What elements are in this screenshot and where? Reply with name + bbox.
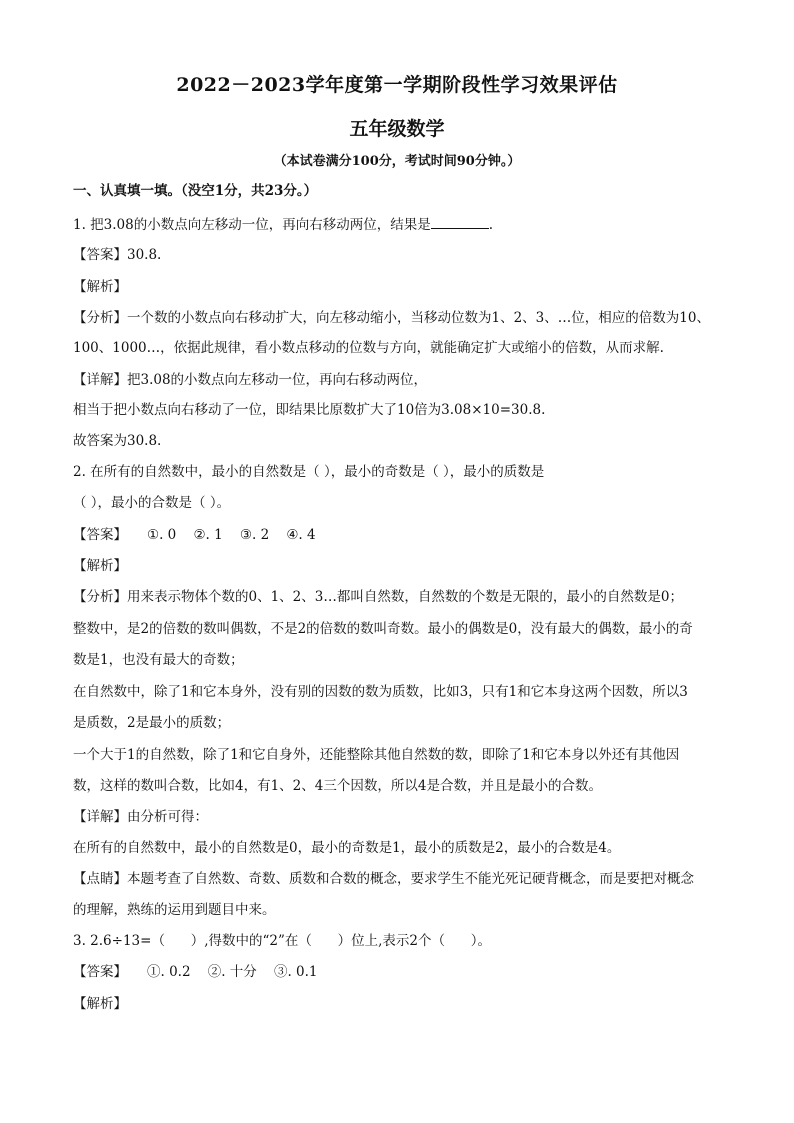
fenxi-text: 一个数的小数点向右移动扩大，向左移动缩小，当移动位数为1、2、3、…位，相应的倍数为10、 [127,310,710,326]
section-heading: 一、认真填一填。（没空1分，共23分。） [73,183,318,199]
fenxi-text: 数，这样的数叫合数，比如4，有1、2、4三个因数，所以4是合数，并且是最小的合数。 [73,778,602,794]
fenxi-text: 数是1，也没有最大的奇数； [73,652,244,668]
fenxi-tag: 【分析】 [73,310,127,326]
question-2-line-1: 2. 在所有的自然数中，最小的自然数是（ ），最小的奇数是（ ），最小的质数是 [73,464,545,480]
fenxi-text: 是质数，2是最小的质数； [73,715,231,731]
xiangjie-text: 在所有的自然数中，最小的自然数是0，最小的奇数是1，最小的质数是2，最小的合数是4。 [73,840,621,856]
exam-title: 2022－2023学年度第一学期阶段性学习效果评估 [176,74,618,96]
xiangjie-paragraph [73,371,427,389]
fenxi-text: 100、1000…，依据此规律，看小数点移动的位数与方向，就能确定扩大或缩小的倍数，从而求解. [73,340,664,356]
question-3: 3. 2.6÷13=（ ）,得数中的“2”在（ ）位上,表示2个（ ）。 [73,933,491,949]
answer-tag: 【答案】 [73,247,127,263]
analysis-tag: 【解析】 [73,558,127,574]
xiangjie-tag: 【详解】 [73,372,127,388]
fenxi-paragraph [73,588,683,606]
exam-note: （本试卷满分100分，考试时间90分钟。） [273,154,521,169]
fenxi-text: 整数中，是2的倍数的数叫偶数，不是2的倍数的数叫奇数。最小的偶数是0，没有最大的偶数，最小的奇 [73,621,693,637]
fenxi-tag: 【分析】 [73,589,127,605]
xiangjie-text: 相当于把小数点向右移动了一位，即结果比原数扩大了10倍为3.08×10=30.8. [73,402,546,418]
xiangjie-tag: 【详解】 [73,809,127,825]
question-1-end: . [488,217,494,233]
fenxi-text: 在自然数中，除了1和它本身外，没有别的因数的数为质数，比如3，只有1和它本身这两个因数，所以3 [73,684,688,700]
question-1-text: 1. 把3.08的小数点向左移动一位，再向右移动两位，结果是 [73,217,431,233]
dianjing-text: 本题考查了自然数、奇数、质数和合数的概念，要求学生不能光死记硬背概念，而是要把对概念 [127,871,694,887]
answer-row-2 [73,526,316,544]
answer-blank [431,216,489,229]
xiangjie-text: 把3.08的小数点向左移动一位，再向右移动两位， [127,372,428,388]
dianjing-tag: 【点睛】 [73,871,127,887]
fenxi-text: 用来表示物体个数的0、1、2、3…都叫自然数，自然数的个数是无限的，最小的自然数是0； [127,589,683,605]
xiangjie-text: 由分析可得： [127,809,208,825]
dianjing-text: 的理解，熟练的运用到题目中来。 [73,902,276,918]
analysis-tag: 【解析】 [73,996,127,1012]
question-1 [73,216,493,234]
answer-tag: 【答案】 [73,527,127,543]
answer-value: ①. 0 ②. 1 ③. 2 ④. 4 [147,527,316,543]
dianjing-paragraph [73,870,694,888]
answer-value: ①. 0.2 ②. 十分 ③. 0.1 [147,964,318,980]
answer-row-3 [73,963,318,981]
answer-value: 30.8. [127,247,162,263]
answer-tag: 【答案】 [73,964,127,980]
answer-row-1 [73,246,161,264]
fenxi-paragraph [73,309,710,327]
question-2-line-2: （ ），最小的合数是（ ）。 [73,495,231,511]
exam-subtitle: 五年级数学 [349,118,445,140]
fenxi-text: 一个大于1的自然数，除了1和它自身外，还能整除其他自然数的数，即除了1和它本身以外还有其他因 [73,747,680,763]
analysis-tag: 【解析】 [73,279,127,295]
xiangjie-paragraph [73,808,208,826]
conclusion-text: 故答案为30.8. [73,433,162,449]
